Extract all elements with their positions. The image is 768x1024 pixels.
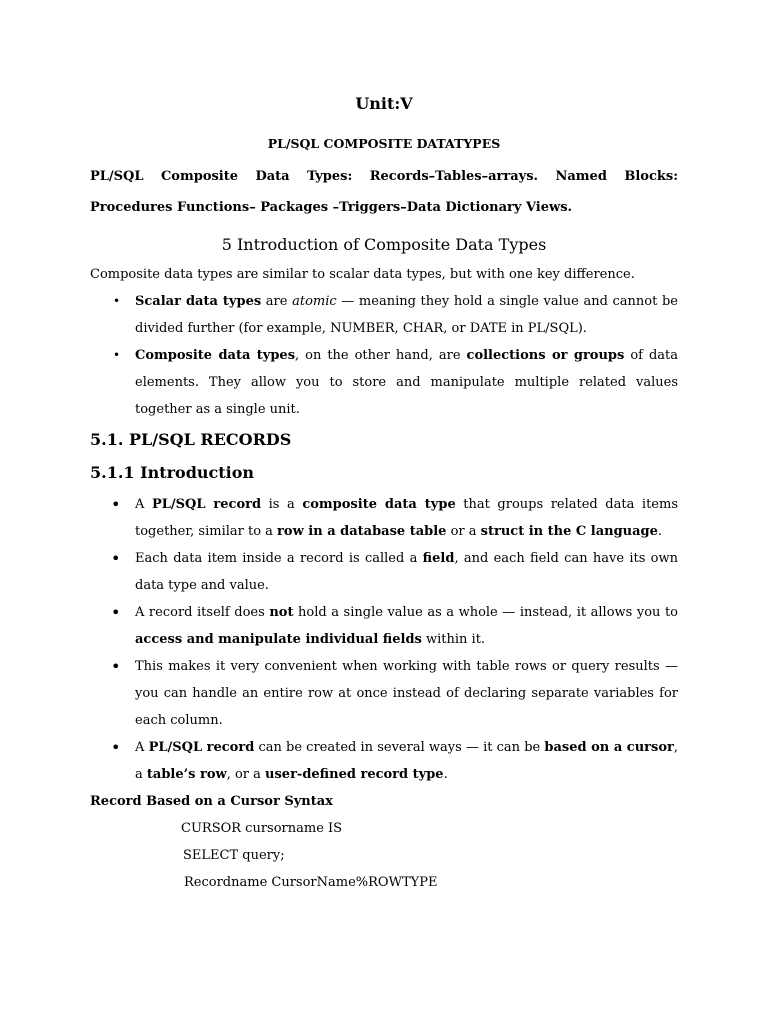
bullet-icon: • (113, 294, 121, 308)
term-collections: collections or groups (466, 348, 625, 363)
section-title: 5 Introduction of Composite Data Types (221, 235, 547, 254)
term-atomic: atomic (292, 294, 337, 309)
bold-term: field (422, 551, 455, 566)
list-item (90, 599, 678, 653)
bold-term: PL/SQL record (148, 740, 255, 755)
text-run: of data elements. They allow you to store and manipulate multiple related values together as a single unit. (135, 348, 678, 417)
bold-term: composite data type (302, 497, 456, 512)
text-run: Each data item inside a record is called a (135, 551, 423, 566)
term-scalar: Scalar data types (135, 294, 262, 309)
bold-term: based on a cursor (544, 740, 674, 755)
bullet-icon: • (111, 657, 121, 676)
text-run: or a (446, 524, 481, 539)
unit-title: Unit:V (355, 94, 413, 113)
text-run: , and each field can have its own data type and value. (135, 551, 679, 593)
syntax-heading: Record Based on a Cursor Syntax (90, 794, 333, 809)
list-item (90, 734, 678, 788)
syntax-line-select: SELECT query; (183, 848, 285, 863)
bullet-icon: • (111, 738, 121, 757)
text-run: can be created in several ways — it can be (254, 740, 545, 755)
text-run: is a (261, 497, 303, 512)
records-subheading: 5.1.1 Introduction (90, 463, 255, 482)
text-run: A (135, 740, 149, 755)
records-heading: 5.1. PL/SQL RECORDS (90, 430, 292, 449)
text-run: . (657, 524, 663, 539)
data-types-list (90, 288, 678, 423)
text-run: that groups related data items together, similar to a (135, 497, 678, 539)
bold-term: access and manipulate individual fields (135, 632, 422, 647)
bold-term: not (269, 605, 294, 620)
bold-term: PL/SQL record (151, 497, 262, 512)
bold-term: row in a database table (277, 524, 447, 539)
intro-paragraph: Composite data types are similar to scalar data types, but with one key difference. (90, 267, 635, 282)
document-subtitle: PL/SQL COMPOSITE DATATYPES (267, 136, 501, 151)
records-list (90, 491, 678, 788)
bullet-icon: • (113, 348, 121, 362)
list-item (90, 653, 678, 734)
text-run: . (443, 767, 448, 782)
list-item-scalar (90, 288, 678, 342)
syllabus-paragraph: PL/SQL Composite Data Types: Records–Tables–arrays. Named Blocks: Procedures Functions– Packages –Triggers–Data Dictionary Views. (90, 169, 678, 215)
text-run: , a (135, 740, 678, 782)
bold-term: table’s row (146, 767, 227, 782)
text-run: hold a single value as a whole — instead, it allows you to (293, 605, 678, 620)
bold-term: user-defined record type (265, 767, 444, 782)
list-item-composite (90, 342, 678, 423)
text-run: — meaning they hold a single value and cannot be divided further (for example, NUMBER, CHAR, or DATE in PL/SQL). (135, 294, 678, 336)
bullet-icon: • (111, 495, 121, 514)
list-item (90, 545, 678, 599)
text-run: are (261, 294, 293, 309)
text-run: This makes it very convenient when working with table rows or query results — you can handle an entire row at once instead of declaring separate variables for each column. (135, 659, 678, 728)
bullet-icon: • (111, 549, 121, 568)
text-run: , or a (226, 767, 266, 782)
bullet-icon: • (111, 603, 121, 622)
syntax-line-record: Recordname CursorName%ROWTYPE (184, 875, 438, 890)
syntax-line-cursor: CURSOR cursorname IS (181, 821, 343, 836)
document-content (90, 90, 678, 896)
bold-term: struct in the C language (480, 524, 658, 539)
term-composite: Composite data types (135, 348, 296, 363)
text-run: within it. (421, 632, 486, 647)
text-run: , on the other hand, are (295, 348, 467, 363)
text-run: A record itself does (135, 605, 270, 620)
list-item (90, 491, 678, 545)
text-run: A (135, 497, 152, 512)
